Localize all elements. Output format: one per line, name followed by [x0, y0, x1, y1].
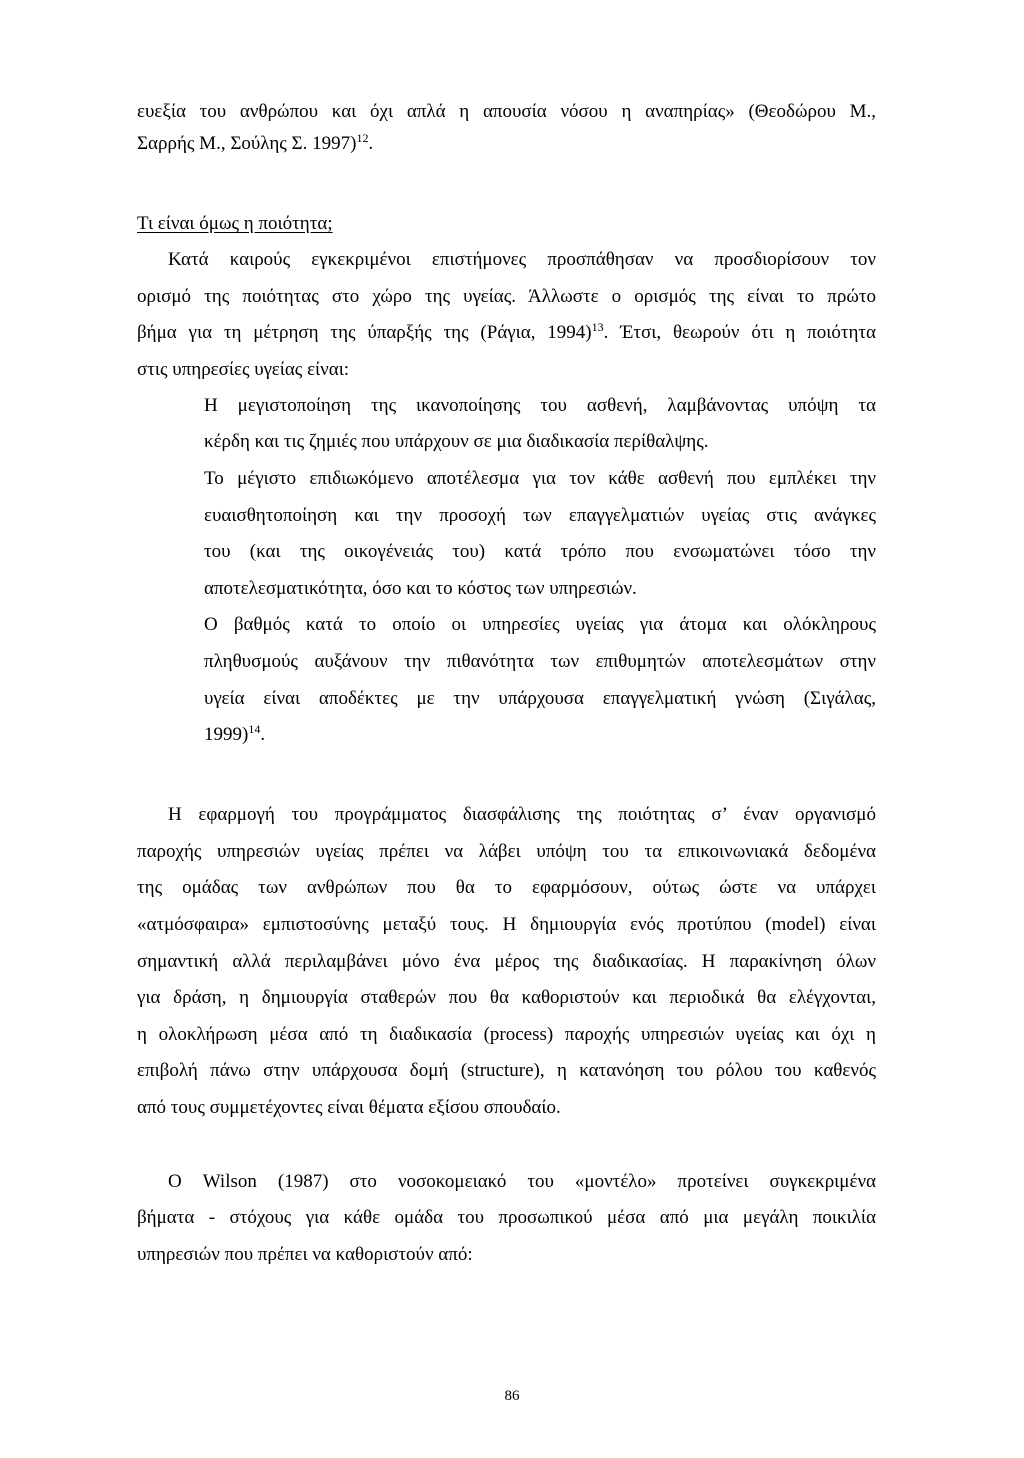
text-line: Κατά καιρούς εγκεκριμένοι επιστήμονες προσπάθησαν να προσδιορίσουν τον: [168, 249, 876, 270]
text-line: βήματα - στόχους για κάθε ομάδα του προσωπικού μέσα από μια μεγάλη ποικιλία: [137, 1207, 876, 1228]
text-line: κέρδη και τις ζημιές που υπάρχουν σε μια διαδικασία περίθαλψης.: [204, 431, 709, 452]
text-line: «ατμόσφαιρα» εμπιστοσύνης μεταξύ τους. Η δημιουργία ενός προτύπου (model) είναι: [137, 914, 876, 935]
text-line: στις υπηρεσίες υγείας είναι:: [137, 359, 350, 380]
text-line: βήμα για τη μέτρηση της ύπαρξής της (Ράγια, 1994)$^{13}$. Έτσι, θεωρούν ότι η ποιότητα: [137, 320, 876, 343]
text-line: της ομάδας των ανθρώπων που θα το εφαρμόσουν, ούτως ώστε να υπάρχει: [137, 877, 876, 898]
text-line: επιβολή πάνω στην υπάρχουσα δομή (structure), η κατανόηση του ρόλου του καθενός: [137, 1060, 876, 1081]
text-line: από τους συμμετέχοντες είναι θέματα εξίσου σπουδαίο.: [137, 1097, 561, 1118]
text-line: υγεία είναι αποδέκτες με την υπάρχουσα επαγγελματική γνώση (Σιγάλας,: [204, 688, 876, 709]
text-line: ορισμό της ποιότητας στο χώρο της υγείας. Άλλωστε ο ορισμός της είναι το πρώτο: [137, 286, 876, 307]
text-line: Το μέγιστο επιδιωκόμενο αποτέλεσμα για τον κάθε ασθενή που εμπλέκει την: [204, 468, 876, 489]
text-line: ευεξία του ανθρώπου και όχι απλά η απουσία νόσου η αναπηρίας» (Θεοδώρου Μ.,: [137, 101, 876, 122]
text-line: πληθυσμούς αυξάνουν την πιθανότητα των επιθυμητών αποτελεσμάτων στην: [204, 651, 876, 672]
text-line: Η μεγιστοποίηση της ικανοποίησης του ασθενή, λαμβάνοντας υπόψη τα: [204, 395, 876, 416]
text-line: παροχής υπηρεσιών υγείας πρέπει να λάβει υπόψη του τα επικοινωνιακά δεδομένα: [137, 841, 876, 862]
text-line: για δράση, η δημιουργία σταθερών που θα καθοριστούν και περιοδικά θα ελέγχονται,: [137, 987, 876, 1008]
text-line: σημαντική αλλά περιλαμβάνει μόνο ένα μέρος της διαδικασίας. Η παρακίνηση όλων: [137, 951, 876, 972]
footnote-ref: 13: [591, 320, 604, 334]
text-line: του (και της οικογένειάς του) κατά τρόπο που ενσωματώνει τόσο την: [204, 541, 876, 562]
footnote-ref: 14: [248, 722, 261, 736]
page-number: 86: [504, 1388, 520, 1404]
section-heading: Τι είναι όμως η ποιότητα;: [137, 213, 333, 234]
text-line: υπηρεσιών που πρέπει να καθοριστούν από:: [137, 1244, 473, 1265]
text-line: 1999)$^{14}$.: [204, 722, 266, 745]
text-line: Η εφαρμογή του προγράμματος διασφάλισης της ποιότητας σ’ έναν οργανισμό: [168, 804, 876, 825]
text-line: αποτελεσματικότητα, όσο και το κόστος των υπηρεσιών.: [204, 578, 637, 599]
text-line: Ο Wilson (1987) στο νοσοκομειακό του «μοντέλο» προτείνει συγκεκριμένα: [168, 1171, 876, 1192]
footnote-ref: 12: [356, 131, 369, 145]
text-line: η ολοκλήρωση μέσα από τη διαδικασία (process) παροχής υπηρεσιών υγείας και όχι η: [137, 1024, 876, 1045]
text-line: ευαισθητοποίηση και την προσοχή των επαγγελματιών υγείας στις ανάγκες: [204, 505, 876, 526]
text-line: Ο βαθμός κατά το οποίο οι υπηρεσίες υγείας για άτομα και ολόκληρους: [204, 614, 876, 635]
text-line: Σαρρής Μ., Σούλης Σ. 1997)$^{12}$.: [137, 131, 374, 154]
